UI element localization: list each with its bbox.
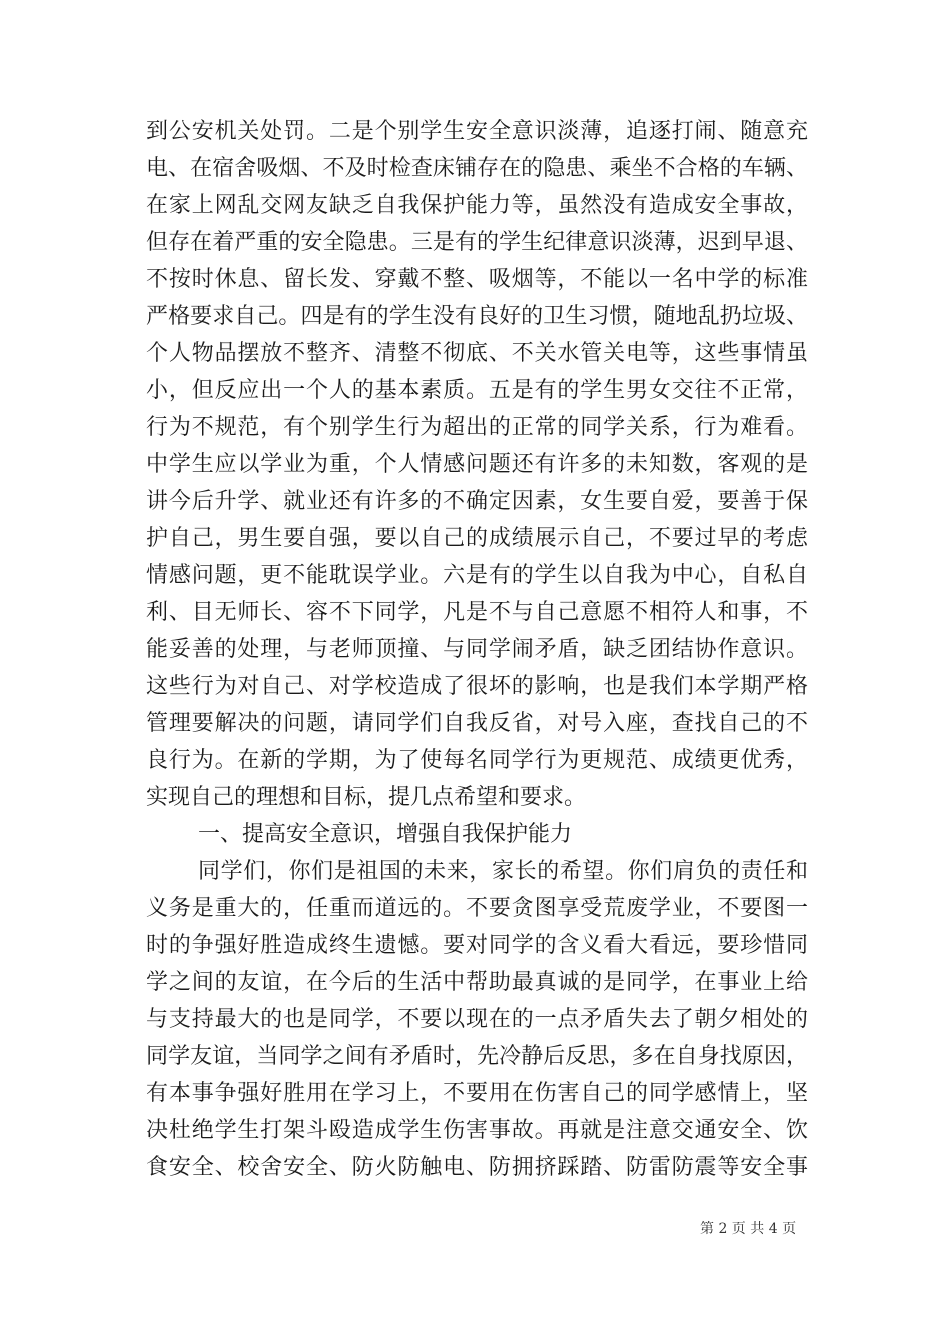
page-number-footer: 第 2 页 共 4 页 — [700, 1221, 797, 1237]
text-line: 讲今后升学、就业还有许多的不确定因素，女生要自爱，要善于保 — [146, 489, 808, 514]
text-line: 同学友谊，当同学之间有矛盾时，先冷静后反思，多在自身找原因， — [146, 1044, 808, 1069]
section-heading: 一、提高安全意识，增强自我保护能力 — [198, 822, 573, 847]
text-line: 不按时休息、留长发、穿戴不整、吸烟等，不能以一名中学的标准 — [146, 267, 808, 292]
text-line: 义务是重大的，任重而道远的。不要贪图享受荒废学业，不要图一 — [146, 896, 808, 921]
paragraph-2 — [146, 853, 808, 1186]
text-line: 学之间的友谊，在今后的生活中帮助最真诚的是同学，在事业上给 — [146, 970, 808, 995]
text-line: 护自己，男生要自强，要以自己的成绩展示自己，不要过早的考虑 — [146, 526, 808, 551]
text-line: 个人物品摆放不整齐、清整不彻底、不关水管关电等，这些事情虽 — [146, 341, 808, 366]
text-line: 能妥善的处理，与老师顶撞、与同学闹矛盾，缺乏团结协作意识。 — [146, 637, 808, 662]
text-line: 实现自己的理想和目标，提几点希望和要求。 — [146, 785, 587, 810]
text-line: 这些行为对自己、对学校造成了很坏的影响，也是我们本学期严格 — [146, 674, 808, 699]
text-line: 食安全、校舍安全、防火防触电、防拥挤踩踏、防雷防震等安全事 — [146, 1155, 808, 1180]
text-line: 中学生应以学业为重，个人情感问题还有许多的未知数，客观的是 — [146, 452, 808, 477]
text-line: 在家上网乱交网友缺乏自我保护能力等，虽然没有造成安全事故， — [146, 193, 808, 218]
document-body — [146, 113, 808, 1186]
text-line: 电、在宿舍吸烟、不及时检查床铺存在的隐患、乘坐不合格的车辆、 — [146, 156, 808, 181]
text-line: 小，但反应出一个人的基本素质。五是有的学生男女交往不正常， — [146, 378, 808, 403]
text-line: 严格要求自己。四是有的学生没有良好的卫生习惯，随地乱扔垃圾、 — [146, 304, 808, 329]
text-line: 到公安机关处罚。二是个别学生安全意识淡薄，追逐打闹、随意充 — [146, 119, 808, 144]
text-line: 时的争强好胜造成终生遗憾。要对同学的含义看大看远，要珍惜同 — [146, 933, 808, 958]
text-line: 管理要解决的问题，请同学们自我反省，对号入座，查找自己的不 — [146, 711, 808, 736]
text-line: 有本事争强好胜用在学习上，不要用在伤害自己的同学感情上，坚 — [146, 1081, 808, 1106]
text-line: 同学们，你们是祖国的未来，家长的希望。你们肩负的责任和 — [198, 859, 808, 884]
text-line: 但存在着严重的安全隐患。三是有的学生纪律意识淡薄，迟到早退、 — [146, 230, 808, 255]
text-line: 与支持最大的也是同学，不要以现在的一点矛盾失去了朝夕相处的 — [146, 1007, 808, 1032]
text-line: 情感问题，更不能耽误学业。六是有的学生以自我为中心，自私自 — [146, 563, 808, 588]
paragraph-1 — [146, 113, 808, 816]
text-line: 利、目无师长、容不下同学，凡是不与自己意愿不相符人和事，不 — [146, 600, 808, 625]
text-line: 行为不规范，有个别学生行为超出的正常的同学关系，行为难看。 — [146, 415, 808, 440]
text-line: 决杜绝学生打架斗殴造成学生伤害事故。再就是注意交通安全、饮 — [146, 1118, 808, 1143]
text-line: 良行为。在新的学期，为了使每名同学行为更规范、成绩更优秀， — [146, 748, 808, 773]
